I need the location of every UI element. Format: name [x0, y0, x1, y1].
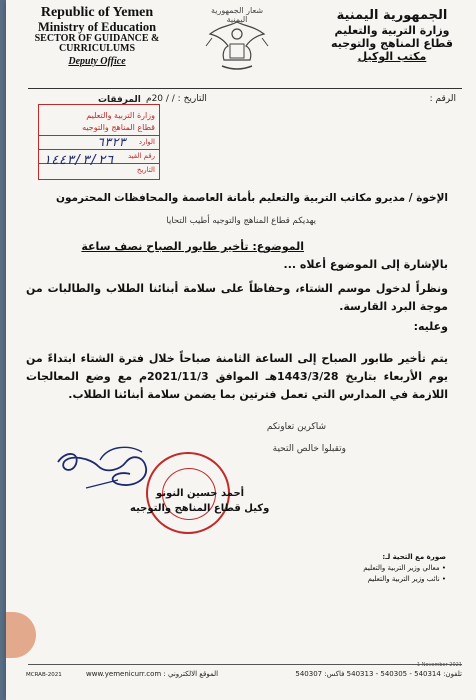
paragraph-decision: يتم تأخير طابور الصباح إلى الساعة الثامنة صباحاً خلال فترة الشتاء ابتداءً من يوم الأربعاء بتاريخ 1443/3/28هـ الموافق 2021/11/3م مع وضع المعالجات اللازمة في المدارس التي تعمل فترتين بما يضمن سلامة أبنائنا الطلاب. — [26, 352, 449, 401]
footer-divider — [28, 664, 462, 665]
signatory-title: وكيل قطاع المناهج والتوجيه — [130, 503, 270, 514]
finger-edge — [6, 612, 36, 658]
signatory-name: أحمد حسين النونو — [156, 488, 245, 499]
attachments-label: المرفقات — [98, 95, 141, 105]
header-ar-republic: الجمهورية اليمنية — [336, 8, 448, 23]
header-arabic — [322, 8, 462, 63]
reference-line — [146, 94, 456, 104]
paragraph-therefore: وعليه: — [413, 320, 448, 333]
closing-regards: وتقبلوا خالص التحية — [272, 444, 346, 454]
footer-code: MCRAB-2021 — [26, 672, 62, 678]
header-en-curriculums: CURRICULUMS — [58, 43, 136, 55]
stamp-sector: قطاع المناهج والتوجيه — [82, 123, 155, 132]
copies-heading: صورة مع التحية لـ: — [382, 553, 446, 561]
greeting: يهديكم قطاع المناهج والتوجيه أطيب التحايا — [166, 216, 316, 226]
header-en-office: Deputy Office — [68, 55, 126, 67]
closing-thanks: شاكرين تعاونكم — [266, 422, 326, 432]
header-ar-office: مكتب الوكيل — [357, 49, 427, 63]
reference-date-label: التاريخ : / / 20م — [146, 94, 207, 104]
reference-number-label: الرقم : — [429, 94, 456, 104]
stamp-row-label: الوارد — [138, 138, 155, 146]
national-emblem — [202, 6, 272, 78]
stamp-row-label: رقم القيد — [127, 152, 155, 160]
header-en-country: Republic of Yemen — [40, 5, 154, 20]
header-en-sector: SECTOR OF GUIDANCE & — [34, 32, 160, 44]
header-divider — [28, 88, 462, 89]
stamp-row-label: التاريخ — [136, 166, 155, 174]
received-stamp — [38, 104, 160, 180]
copies-item: • نائب وزير التربية والتعليم — [367, 575, 446, 583]
header-ar-ministry: وزارة التربية والتعليم — [334, 23, 450, 37]
header-english — [22, 6, 172, 67]
stamp-handwritten-number: ٦٣٢٣ — [97, 135, 126, 149]
honorific: المحترمون — [56, 192, 112, 204]
paragraph-reference: بالإشارة إلى الموضوع أعلاه ... — [283, 258, 448, 271]
addressee: الإخوة / مديرو مكاتب التربية والتعليم بأمانة العاصمة والمحافظات — [114, 192, 448, 204]
subject-line: الموضوع: تأخير طابور الصباح نصف ساعة — [81, 240, 304, 253]
stamp-handwritten-date: ١٤٤٣/٣/٢٦ — [43, 153, 114, 168]
footer-date: 1 November 2021 — [416, 662, 462, 668]
stamp-ministry: وزارة التربية والتعليم — [86, 111, 155, 120]
footer-website: www.yemenicurr.com : الموقع الالكتروني — [86, 670, 219, 678]
emblem-script: شعار الجمهورية اليمنية — [210, 6, 264, 24]
header-en-ministry: Ministry of Education — [37, 19, 157, 34]
copies-item: • معالي وزير التربية والتعليم — [363, 564, 446, 572]
footer-phones: تلفون: 540314 - 540305 - 540313 فاكس: 540307 — [295, 670, 462, 678]
copies-list — [346, 552, 446, 585]
letter-page — [6, 0, 476, 700]
footer — [26, 662, 462, 684]
paragraph-reason: ونظراً لدخول موسم الشتاء، وحفاظاً على سلامة أبنائنا الطلاب والطالبات من موجة البرد القارسة. — [26, 282, 448, 313]
header-ar-sector: قطاع المناهج والتوجيه — [331, 36, 453, 50]
